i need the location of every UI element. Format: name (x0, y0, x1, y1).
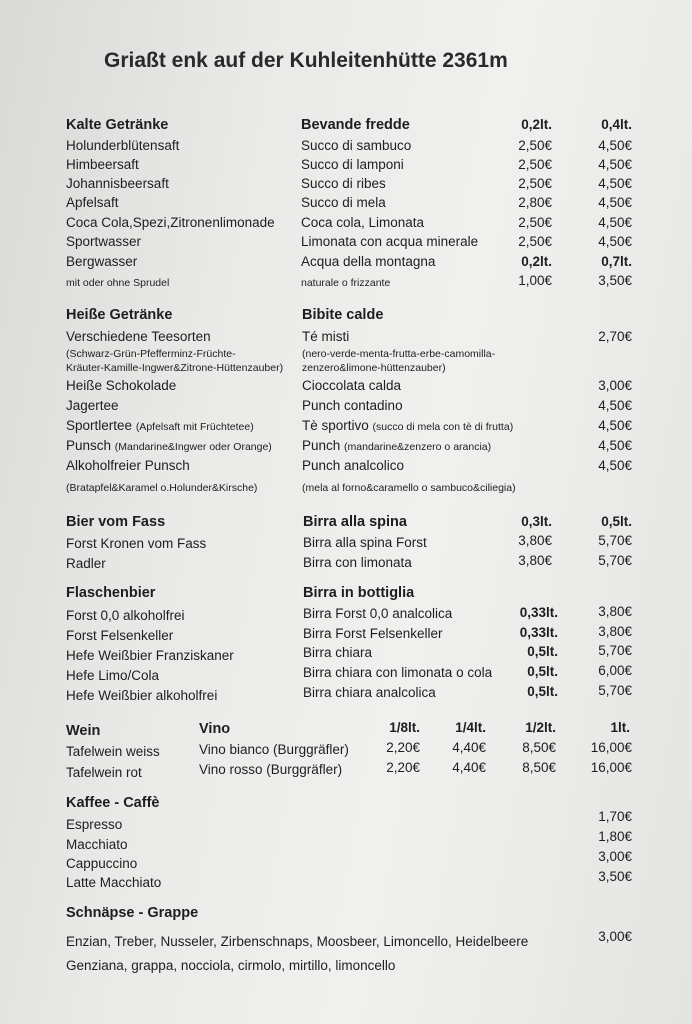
item-price: 4,50€ (598, 438, 632, 453)
item-name-de: Himbeersaft (66, 157, 139, 172)
item-price: 3,80€ (598, 604, 632, 619)
item-price: 4,50€ (598, 176, 632, 191)
item-name-de: Radler (66, 556, 106, 571)
item-name-de: Jagertee (66, 398, 119, 413)
item-note-it: (mela al forno&caramello o sambuco&ciliegia) (302, 482, 516, 494)
item-name-de: Hefe Weißbier Franziskaner (66, 648, 234, 663)
item-price: 2,70€ (598, 329, 632, 344)
item-name-de: Forst Kronen vom Fass (66, 536, 207, 551)
item-price: 4,50€ (598, 418, 632, 433)
item-name-it: Succo di mela (301, 195, 386, 210)
item-price: 3,50€ (598, 273, 632, 288)
item-name-it: Cioccolata calda (302, 378, 402, 393)
item-price: 5,70€ (598, 683, 632, 698)
item-price: 5,70€ (598, 553, 632, 568)
section-heading-kaffee: Kaffee - Caffè (66, 795, 160, 811)
item-name-de: Hefe Limo/Cola (66, 668, 160, 683)
item-price: 4,50€ (598, 195, 632, 210)
item-price: 2,80€ (518, 195, 552, 210)
item-name-it: Birra chiara (303, 645, 373, 660)
item-name-it: Punch (mandarine&zenzero o arancia) (302, 438, 492, 453)
item-name-it: Vino bianco (Burggräfler) (199, 742, 349, 757)
item-price: 2,20€ (386, 740, 420, 755)
item-price: 3,50€ (598, 869, 632, 884)
item-price: 5,70€ (598, 533, 632, 548)
item-price: 4,50€ (598, 458, 632, 473)
item-note-de: (Bratapfel&Karamel o.Holunder&Kirsche) (66, 482, 258, 494)
item-price: 4,50€ (598, 157, 632, 172)
section-heading-bier-de: Bier vom Fass (66, 514, 166, 530)
item-price: 4,50€ (598, 138, 632, 153)
item-name-de: Sportlertee (Apfelsaft mit Früchtetee) (66, 418, 254, 433)
item-list-de: Enzian, Treber, Nusseler, Zirbenschnaps, Moosbeer, Limoncello, Heidelbeere (66, 934, 529, 949)
item-name-it: Limonata con acqua minerale (301, 234, 479, 249)
item-price: 4,40€ (452, 740, 486, 755)
item-name: Espresso (66, 817, 123, 832)
item-price: 2,50€ (518, 215, 552, 230)
section-heading-wein-it: Vino (199, 721, 231, 737)
page-title: Griaßt enk auf der Kuhleitenhütte 2361m (104, 49, 508, 72)
section-heading-schnaps: Schnäpse - Grappe (66, 905, 199, 921)
item-name-it: Acqua della montagna (301, 254, 436, 269)
column-header-size: 0,4lt. (601, 117, 632, 132)
item-name-it: Birra chiara analcolica (303, 685, 436, 700)
item-note-it: naturale o frizzante (301, 277, 391, 289)
item-name-de: Forst Felsenkeller (66, 628, 174, 643)
item-price: 1,00€ (518, 273, 552, 288)
item-note-de: (Schwarz-Grün-Pfefferminz-Früchte- (66, 348, 236, 360)
item-note-de: Kräuter-Kamille-Ingwer&Zitrone-Hüttenzauber) (66, 362, 284, 374)
item-name-it: Birra con limonata (303, 555, 412, 570)
item-name-it: Succo di lamponi (301, 157, 404, 172)
item-price: 2,50€ (518, 176, 552, 191)
section-heading-wein-de: Wein (66, 723, 101, 739)
item-size: 0,5lt. (527, 684, 558, 699)
item-price: 4,50€ (598, 215, 632, 230)
item-name-it: Té misti (302, 329, 350, 344)
section-heading-flaschen-it: Birra in bottiglia (303, 585, 415, 601)
item-name-de: Alkoholfreier Punsch (66, 458, 190, 473)
item-price: 4,40€ (452, 760, 486, 775)
section-heading-heisse-de: Heiße Getränke (66, 307, 173, 323)
item-list-it: Genziana, grappa, nocciola, cirmolo, mirtillo, limoncello (66, 958, 396, 973)
item-name-it: Birra alla spina Forst (303, 535, 427, 550)
section-heading-heisse-it: Bibite calde (302, 307, 384, 323)
item-size: 0,33lt. (519, 605, 558, 620)
item-note-de: mit oder ohne Sprudel (66, 277, 170, 289)
item-price: 3,80€ (598, 624, 632, 639)
item-note-it: (nero-verde-menta-frutta-erbe-camomilla- (302, 348, 496, 360)
item-name-it: Succo di sambuco (301, 138, 412, 153)
item-name-de: Johannisbeersaft (66, 176, 169, 191)
item-size: 0,5lt. (527, 664, 558, 679)
column-header-size: 1/2lt. (525, 720, 556, 735)
item-price: 1,70€ (598, 809, 632, 824)
item-name-it: Punch contadino (302, 398, 403, 413)
item-price: 5,70€ (598, 643, 632, 658)
item-price: 2,50€ (518, 234, 552, 249)
item-price: 6,00€ (598, 663, 632, 678)
item-name-de: Bergwasser (66, 254, 138, 269)
item-name-it: Birra Forst Felsenkeller (303, 626, 443, 641)
item-name-it: Birra chiara con limonata o cola (303, 665, 493, 680)
item-name-de: Apfelsaft (66, 195, 119, 210)
item-price: 2,50€ (518, 157, 552, 172)
column-header-size: 0,3lt. (521, 514, 552, 529)
item-name-de: Holunderblütensaft (66, 138, 180, 153)
item-price: 4,50€ (598, 398, 632, 413)
item-price: 2,20€ (386, 760, 420, 775)
item-note-it: zenzero&limone-hüttenzauber) (302, 362, 446, 374)
item-name-de: Punsch (Mandarine&Ingwer oder Orange) (66, 438, 272, 453)
item-name-de: Sportwasser (66, 234, 142, 249)
item-name: Macchiato (66, 837, 128, 852)
column-header-size: 1/4lt. (455, 720, 486, 735)
item-price: 16,00€ (590, 740, 632, 755)
item-name-it: Vino rosso (Burggräfler) (199, 762, 343, 777)
item-name-de: Coca Cola,Spezi,Zitronenlimonade (66, 215, 275, 230)
item-name-it: Punch analcolico (302, 458, 405, 473)
column-header-size: 1/8lt. (389, 720, 420, 735)
item-price: 3,80€ (518, 533, 552, 548)
item-price: 3,00€ (598, 378, 632, 393)
section-heading-flaschen-de: Flaschenbier (66, 585, 156, 601)
item-price: 4,50€ (598, 234, 632, 249)
column-header-size: 1lt. (610, 720, 630, 735)
item-name-it: Birra Forst 0,0 analcolica (303, 606, 453, 621)
item-price: 3,80€ (518, 553, 552, 568)
item-price: 8,50€ (522, 760, 556, 775)
item-price: 8,50€ (522, 740, 556, 755)
item-size: 0,33lt. (519, 625, 558, 640)
item-name: Cappuccino (66, 856, 138, 871)
section-heading-bier-it: Birra alla spina (303, 514, 407, 530)
item-price: 1,80€ (598, 829, 632, 844)
item-size: 0,5lt. (527, 644, 558, 659)
item-name-it: Coca cola, Limonata (301, 215, 425, 230)
item-name-de: Verschiedene Teesorten (66, 329, 211, 344)
section-heading-kalte-it: Bevande fredde (301, 117, 410, 133)
item-name-it: Tè sportivo (succo di mela con tè di frutta) (302, 418, 514, 433)
item-name: Latte Macchiato (66, 875, 162, 890)
column-header-size: 0,5lt. (601, 514, 632, 529)
column-header-size: 0,2lt. (521, 117, 552, 132)
item-name-de: Forst 0,0 alkoholfrei (66, 608, 185, 623)
item-name-de: Tafelwein rot (66, 765, 142, 780)
item-price: 3,00€ (598, 849, 632, 864)
item-name-it: Succo di ribes (301, 176, 386, 191)
item-name-de: Tafelwein weiss (66, 744, 160, 759)
section-heading-kalte-de: Kalte Getränke (66, 117, 169, 133)
item-price: 2,50€ (518, 138, 552, 153)
item-size: 0,2lt. (521, 254, 552, 269)
item-price: 16,00€ (590, 760, 632, 775)
item-size: 0,7lt. (601, 254, 632, 269)
item-name-de: Hefe Weißbier alkoholfrei (66, 688, 218, 703)
item-price: 3,00€ (598, 929, 632, 944)
item-name-de: Heiße Schokolade (66, 378, 177, 393)
